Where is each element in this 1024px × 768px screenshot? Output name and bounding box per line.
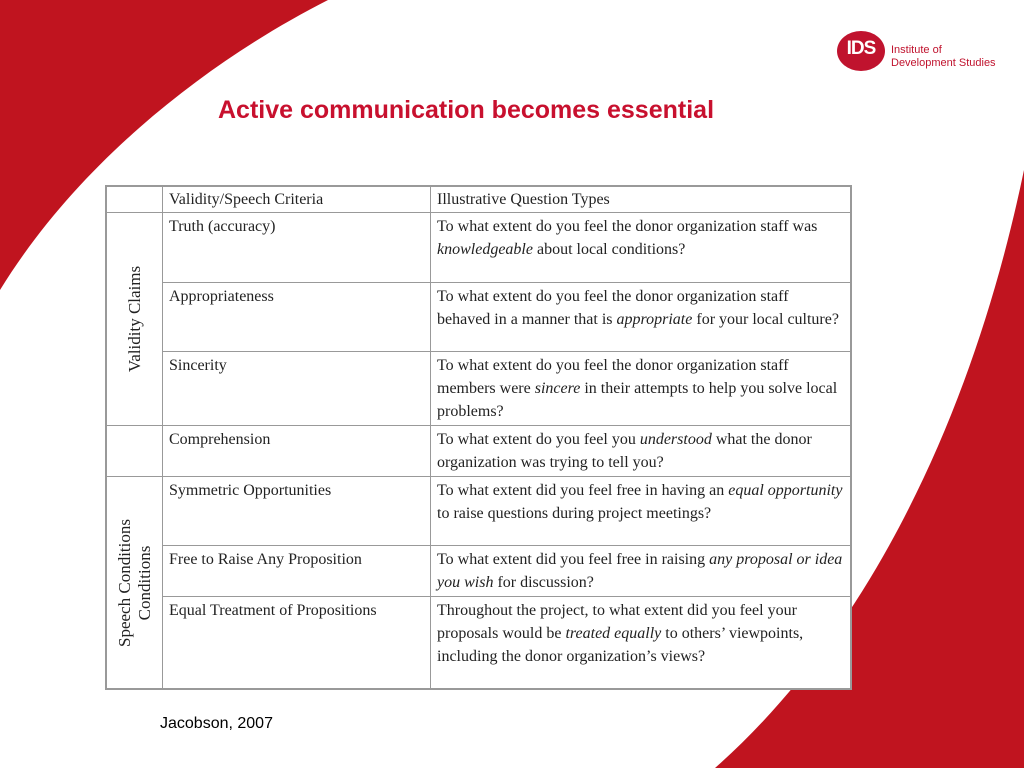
criterion-cell: Truth (accuracy) xyxy=(163,213,431,283)
group-label-speech: Speech Conditions Conditions xyxy=(114,518,154,647)
criterion-cell: Equal Treatment of Propositions xyxy=(163,597,431,689)
ids-logo-line1: Institute of xyxy=(891,44,942,56)
criterion-cell: Comprehension xyxy=(163,426,431,477)
question-cell: To what extent do you feel you understood what the donor organization was trying to tell you? xyxy=(431,426,851,477)
group-spacer-cell xyxy=(107,426,163,477)
criterion-cell: Free to Raise Any Proposition xyxy=(163,546,431,597)
ids-logo-mark: IDS xyxy=(846,38,876,59)
group-speech-conditions xyxy=(107,477,163,689)
header-criteria: Validity/Speech Criteria xyxy=(163,187,431,213)
header-question-types: Illustrative Question Types xyxy=(431,187,851,213)
question-cell: Throughout the project, to what extent did you feel your proposals would be treated equally to others’ viewpoints, including the donor organization’s views? xyxy=(431,597,851,689)
question-cell: To what extent do you feel the donor organization staff behaved in a manner that is appropriate for your local culture? xyxy=(431,283,851,352)
table-header-row xyxy=(107,187,851,213)
citation: Jacobson, 2007 xyxy=(160,715,273,732)
table-row xyxy=(107,352,851,426)
criteria-table-grid xyxy=(106,186,851,689)
header-blank-cell xyxy=(107,187,163,213)
table-row xyxy=(107,597,851,689)
criteria-table xyxy=(105,185,852,690)
table-row xyxy=(107,213,851,283)
group-label-validity: Validity Claims xyxy=(124,265,144,373)
slide-title: Active communication becomes essential xyxy=(218,96,715,124)
criterion-cell: Symmetric Opportunities xyxy=(163,477,431,546)
ids-logo xyxy=(836,30,1006,80)
question-cell: To what extent do you feel the donor organization staff members were sincere in their attempts to help you solve local problems? xyxy=(431,352,851,426)
question-cell: To what extent did you feel free in having an equal opportunity to raise questions during project meetings? xyxy=(431,477,851,546)
criterion-cell: Sincerity xyxy=(163,352,431,426)
question-cell: To what extent did you feel free in raising any proposal or idea you wish for discussion? xyxy=(431,546,851,597)
table-row xyxy=(107,546,851,597)
criterion-cell: Appropriateness xyxy=(163,283,431,352)
table-row xyxy=(107,477,851,546)
group-validity-claims xyxy=(107,213,163,426)
table-row xyxy=(107,426,851,477)
table-row xyxy=(107,283,851,352)
question-cell: To what extent do you feel the donor organization staff was knowledgeable about local conditions? xyxy=(431,213,851,283)
ids-logo-line2: Development Studies xyxy=(891,57,996,69)
